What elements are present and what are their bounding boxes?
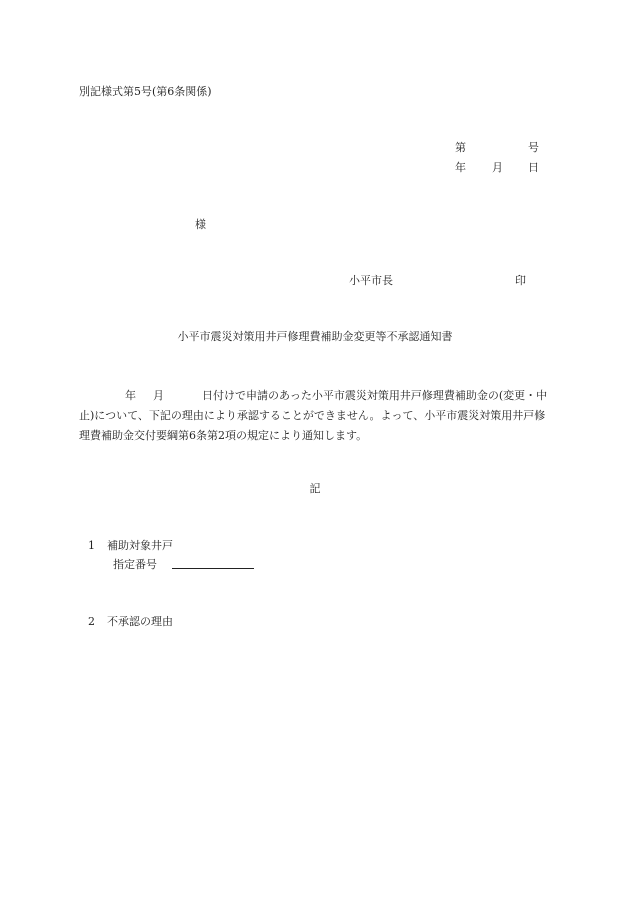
form-label: 別記様式第5号(第6条関係) [79, 85, 212, 98]
doc-number-suffix: 号 [528, 141, 539, 154]
date-year: 年 [455, 161, 466, 174]
ki-label: 記 [309, 482, 321, 495]
body-year: 年 [125, 389, 136, 402]
designation-number-blank-line [172, 568, 254, 569]
body-paragraph [79, 386, 549, 446]
issuer-title: 小平市長 [349, 274, 393, 287]
date-month: 月 [492, 161, 503, 174]
item-sub-label: 指定番号 [113, 558, 157, 571]
body-month: 月 [153, 389, 164, 402]
doc-number-prefix: 第 [455, 141, 466, 154]
item-label: 補助対象井戸 [107, 539, 173, 552]
item-number: 2 [88, 615, 95, 628]
seal-mark: 印 [515, 274, 526, 287]
document-title: 小平市震災対策用井戸修理費補助金変更等不承認通知書 [177, 330, 453, 343]
body-text: 日付けで申請のあった小平市震災対策用井戸修理費補助金の(変更・中止)について、下記の理由により承認することができません。よって、小平市震災対策用井戸修理費補助金交付要綱第6条第2項の規定により通知します。 [79, 389, 548, 442]
date-day: 日 [528, 161, 539, 174]
addressee-suffix: 様 [195, 218, 206, 231]
item-number: 1 [88, 539, 95, 552]
item-label: 不承認の理由 [107, 615, 173, 628]
